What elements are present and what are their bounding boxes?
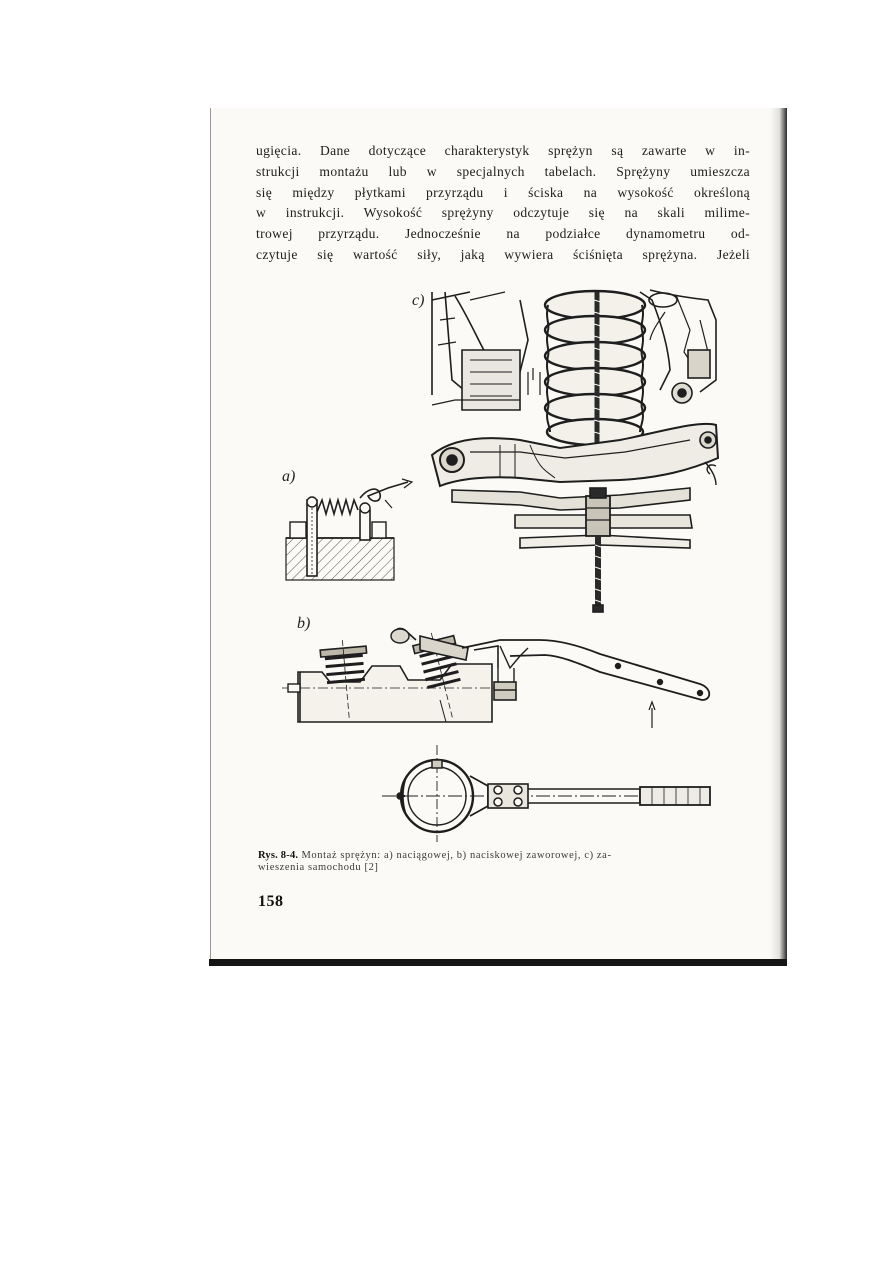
body-line: trowej przyrządu. Jednocześnie na podziałce dynamometru od- (256, 226, 750, 242)
diagram-b-valve-spring (282, 628, 709, 728)
page-number: 158 (258, 893, 284, 910)
body-line: się między płytkami przyrządu i ściska na wysokość określoną (256, 184, 750, 200)
caption-text: Montaż sprężyn: a) naciągowej, b) naciskowej zaworowej, c) za- (298, 850, 612, 861)
diagram-a-tension-spring (286, 479, 412, 580)
figure-label-a: a) (282, 468, 296, 485)
caption-line-1 (258, 850, 768, 862)
body-line: strukcji montażu lub w specjalnych tabelach. Sprężyny umieszcza (256, 163, 750, 179)
figure-caption (258, 850, 768, 874)
diagram-c-suspension (432, 290, 718, 612)
body-line: czytuje się wartość siły, jaką wywiera ściśnięta sprężyna. Jeżeli (256, 246, 750, 262)
figure-label-c: c) (412, 292, 425, 309)
body-line: w instrukcji. Wysokość sprężyny odczytuje się na skali milime- (256, 205, 750, 221)
diagram-ring-tool (382, 745, 712, 842)
caption-id: Rys. 8-4. (258, 850, 299, 861)
caption-line-2: wieszenia samochodu [2] (258, 862, 379, 873)
figure-label-b: b) (297, 615, 311, 632)
body-line: ugięcia. Dane dotyczące charakterystyk sprężyn są zawarte w in- (256, 143, 750, 158)
